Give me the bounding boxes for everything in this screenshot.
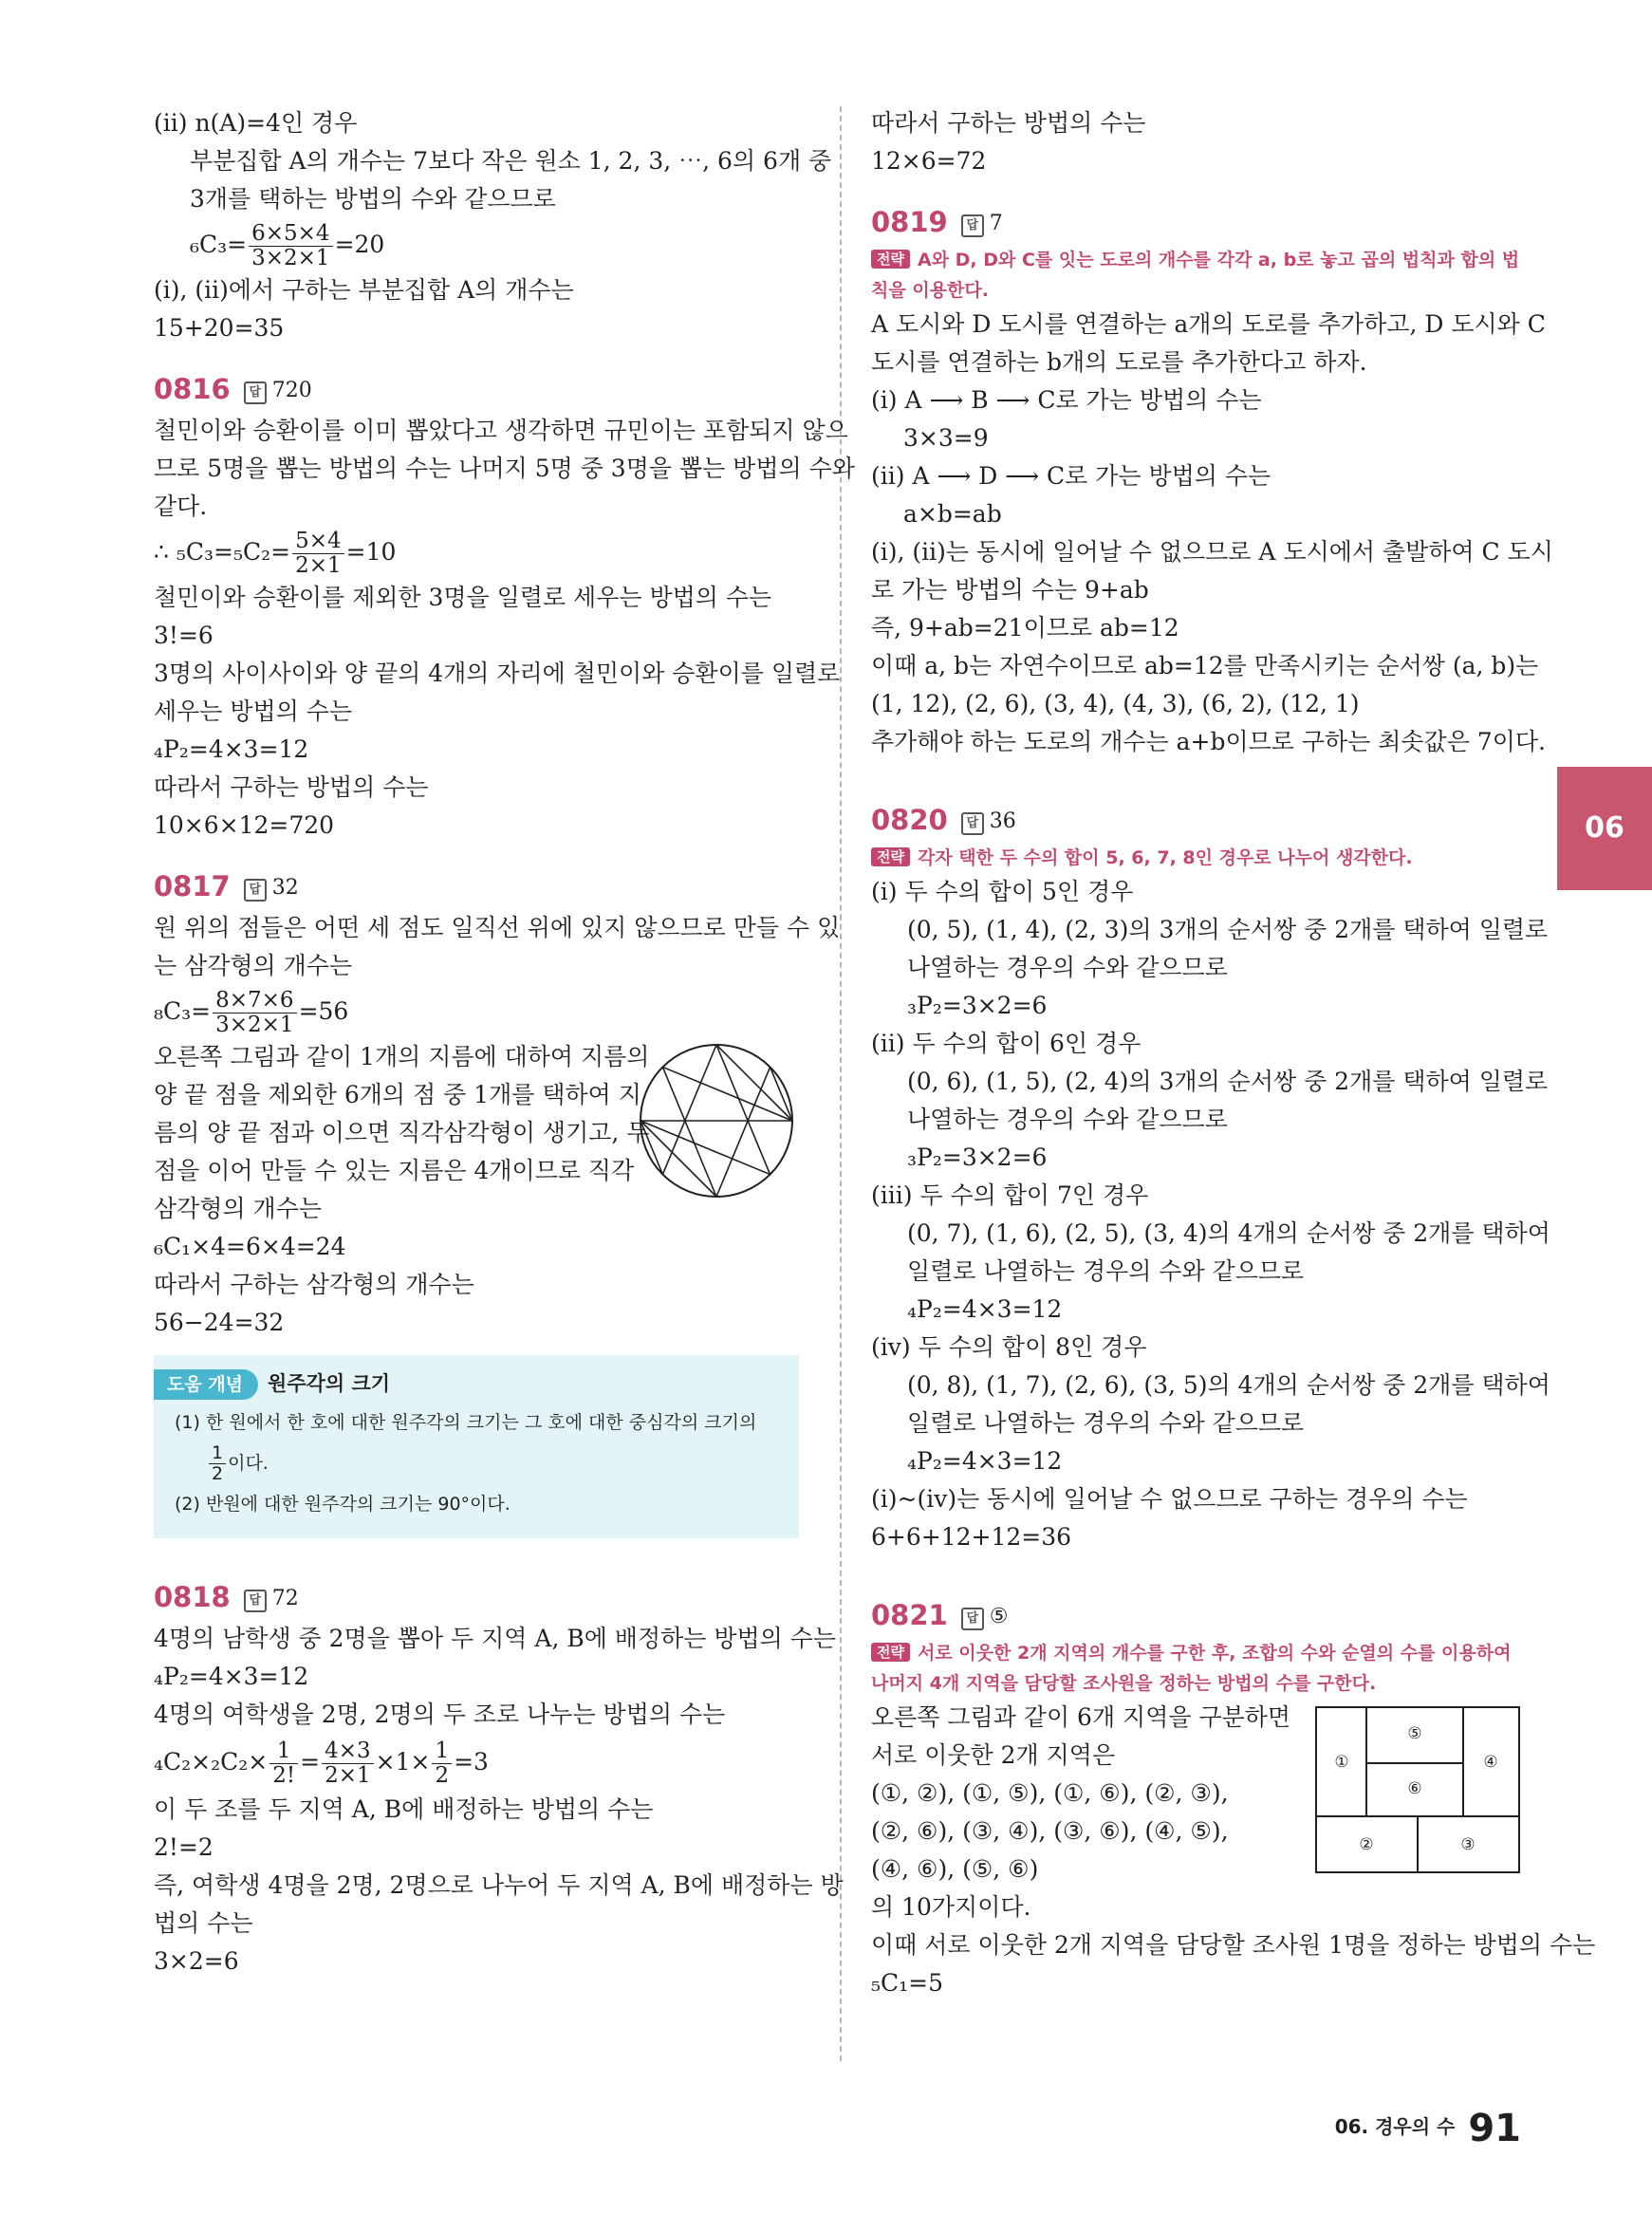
solution-line: 는 삼각형의 개수는 [154,952,353,979]
solution-line: A 도시와 D 도시를 연결하는 a개의 도로를 추가하고, D 도시와 C [871,310,1546,338]
solution-formula: ₄C₂×₂C₂× $\frac{1}{2!}$ = $\frac{4\times 3}{2\times 1}$ ×1× $\frac{1}{2}$ =3 [154,1739,489,1788]
solution-formula: ∴ ₅C₃=₅C₂= $\frac{5\times 4}{2\times 1}$ =10 [154,529,397,578]
region-label-5: ⑤ [1407,1724,1422,1743]
solution-line: 따라서 구하는 방법의 수는 [871,109,1146,137]
answer-value: 720 [271,379,312,402]
solution-line: 므로 5명을 뽑는 방법의 수는 나머지 5명 중 3명을 뽑는 방법의 수와 [154,455,855,482]
answer-badge: 답 [244,1590,267,1612]
solution-line: 로 가는 방법의 수는 9+ab [871,576,1149,604]
page-footer [1335,2107,1521,2150]
strategy-badge: 전략 [871,1643,910,1662]
solution-line: (ⅰ), (ⅱ)는 동시에 일어날 수 없으므로 A 도시에서 출발하여 C 도시 [871,538,1553,566]
solution-line: (④, ⑥), (⑤, ⑥) [871,1855,1039,1883]
solution-line: (ⅰ)~(ⅳ)는 동시에 일어날 수 없으므로 구하는 경우의 수는 [871,1485,1468,1513]
chord-line [640,1121,716,1197]
figure-block [871,1699,1521,1888]
solution-line: (0, 5), (1, 4), (2, 3)의 3개의 순서쌍 중 2개를 택하여 일렬로 [907,916,1549,943]
answer-badge: 답 [961,214,984,237]
chord-line [662,1045,716,1175]
answer-value: 7 [989,212,1003,235]
case-ii-formula: ₆C₃= $\frac{6\times 5\times 4}{3\times 2\times 1}$ =20 [190,221,385,270]
solution-line: 삼각형의 개수는 [154,1195,322,1222]
strategy-line: 전략 각자 택한 두 수의 합이 5, 6, 7, 8인 경우로 나누어 생각한다. [871,843,1521,873]
solution-line: 오른쪽 그림과 같이 6개 지역을 구분하면 [871,1703,1291,1731]
left-column [154,104,855,1981]
answer-badge: 답 [961,812,984,835]
solution-line: 나열하는 경우의 수와 같으므로 [907,1106,1228,1133]
solution-line: (②, ⑥), (③, ④), (③, ⑥), (④, ⑤), [871,1817,1229,1845]
fraction: $\frac{5\times 4}{2\times 1}$ [292,530,344,578]
solution-line: 이 두 조를 두 지역 A, B에 배정하는 방법의 수는 [154,1795,654,1823]
solution-line: 2!=2 [154,1833,213,1861]
solution-line: 즉, 여학생 4명을 2명, 2명으로 나누어 두 지역 A, B에 배정하는 방 [154,1871,844,1899]
solution-line: (ⅱ) 두 수의 합이 6인 경우 [871,1030,1142,1057]
problem-0817-header: 0817 답 32 [154,870,299,902]
problem-0819-header: 0819 답 7 [871,206,1003,238]
answer-value: 72 [271,1587,299,1610]
region-label-4: ④ [1483,1753,1498,1772]
solution-line: 3×3=9 [903,424,989,452]
figure-block [154,1038,799,1228]
solution-line: 세우는 방법의 수는 [154,697,353,725]
solution-line: 일렬로 나열하는 경우의 수와 같으므로 [907,1409,1305,1437]
solution-line: 4명의 여학생을 2명, 2명의 두 조로 나누는 방법의 수는 [154,1701,726,1728]
solution-line: 3!=6 [154,622,213,649]
concept-line: $\frac{1}{2}$ 이다. [154,1440,778,1487]
region-label-2: ② [1359,1835,1374,1854]
chord-line [716,1067,770,1197]
concept-line: (2) 반원에 대한 원주각의 크기는 90°이다. [175,1494,510,1515]
solution-line: 원 위의 점들은 어떤 세 점도 일직선 위에 있지 않으므로 만들 수 있 [154,914,841,941]
six-region-map-figure [1315,1706,1520,1873]
solution-line: (ⅲ) 두 수의 합이 7인 경우 [871,1181,1149,1209]
chapter-tab: 06 [1557,767,1652,890]
chapter-label: 06. 경우의 수 [1334,2115,1456,2138]
right-column [871,104,1596,2002]
problem-0818-header: 0818 답 72 [154,1581,299,1613]
solution-line: (1, 12), (2, 6), (3, 4), (4, 3), (6, 2), (12, 1) [871,690,1360,717]
solution-line: 즉, 9+ab=21이므로 ab=12 [871,614,1179,642]
solution-line: ₆C₁×4=6×4=24 [154,1233,346,1260]
solution-line: 오른쪽 그림과 같이 1개의 지름에 대하여 지름의 [154,1043,650,1070]
solution-line: (0, 7), (1, 6), (2, 5), (3, 4)의 4개의 순서쌍 중 2개를 택하여 [907,1219,1550,1247]
page-number: 91 [1468,2107,1521,2150]
solution-line: 이때 서로 이웃한 2개 지역을 담당할 조사원 1명을 정하는 방법의 수는 [871,1931,1596,1959]
solution-line: ₃P₂=3×2=6 [907,992,1048,1019]
strategy-line: 칙을 이용한다. [871,280,989,301]
answer-badge: 답 [244,381,267,404]
solution-line: (ⅱ) A ⟶ D ⟶ C로 가는 방법의 수는 [871,462,1271,490]
case-ii-heading: (ⅱ) n(A)=4인 경우 [154,109,358,137]
solution-line: 양 끝 점을 제외한 6개의 점 중 1개를 택하여 지 [154,1081,641,1108]
problem-0820-header: 0820 답 36 [871,804,1016,836]
fraction: $\frac{1}{2!}$ [269,1739,298,1788]
strategy-line: 전략 A와 D, D와 C를 잇는 도로의 개수를 각각 a, b로 놓고 곱의 법칙과 합의 법 [871,245,1521,275]
solution-line: 철민이와 승환이를 이미 뽑았다고 생각하면 규민이는 포함되지 않으 [154,417,848,444]
solution-line: 법의 수는 [154,1909,253,1937]
case-ii-line: 3개를 택하는 방법의 수와 같으므로 [190,185,556,213]
solution-line: (0, 8), (1, 7), (2, 6), (3, 5)의 4개의 순서쌍 중 2개를 택하여 [907,1371,1550,1399]
answer-badge: 답 [961,1608,984,1630]
strategy-line: 전략 서로 이웃한 2개 지역의 개수를 구한 후, 조합의 수와 순열의 수를 이용하여 [871,1638,1521,1668]
solution-line: 56−24=32 [154,1309,285,1336]
solution-formula: ₈C₃= $\frac{8\times 7\times 6}{3\times 2\times 1}$ =56 [154,988,349,1037]
answer-value: 36 [989,809,1016,833]
chord-line [716,1045,792,1121]
solution-line: 12×6=72 [871,147,987,175]
answer-value: 32 [271,876,299,900]
solution-line: 3명의 사이사이와 양 끝의 4개의 자리에 철민이와 승환이를 일렬로 [154,660,841,687]
region-label-6: ⑥ [1407,1779,1422,1798]
solution-line: ₅C₁=5 [871,1969,944,1997]
concept-line: (1) 한 원에서 한 호에 대한 원주각의 크기는 그 호에 대한 중심각의 크기의 [175,1412,757,1433]
solution-line: a×b=ab [903,500,1002,528]
solution-line: (0, 6), (1, 5), (2, 4)의 3개의 순서쌍 중 2개를 택하여 일렬로 [907,1068,1549,1095]
problem-0821-header: 0821 답 ⑤ [871,1599,1009,1631]
solution-line: 따라서 구하는 삼각형의 개수는 [154,1271,474,1298]
solution-line: (ⅰ) A ⟶ B ⟶ C로 가는 방법의 수는 [871,386,1262,414]
solution-line: 추가해야 하는 도로의 개수는 a+b이므로 구하는 최솟값은 7이다. [871,728,1546,755]
inscribed-triangles-figure [636,1040,797,1201]
fraction: $\frac{1}{2}$ [209,1443,226,1484]
solution-line: 의 10가지이다. [871,1893,1031,1921]
solution-line: (ⅳ) 두 수의 합이 8인 경우 [871,1333,1147,1361]
solution-line: 점을 이어 만들 수 있는 지름은 4개이므로 직각 [154,1157,635,1184]
solution-line: 일렬로 나열하는 경우의 수와 같으므로 [907,1257,1305,1285]
solution-line: ₃P₂=3×2=6 [907,1144,1048,1171]
case-ii-line: 부분집합 A의 개수는 7보다 작은 원소 1, 2, 3, ⋯, 6의 6개 중 [190,147,832,175]
answer-value: ⑤ [989,1605,1009,1628]
solution-line: ₄P₂=4×3=12 [154,1663,309,1690]
solution-line: 철민이와 승환이를 제외한 3명을 일렬로 세우는 방법의 수는 [154,584,772,611]
solution-line: 같다. [154,493,208,520]
fraction: $\frac{1}{2}$ [432,1739,452,1788]
solution-line: 4명의 남학생 중 2명을 뽑아 두 지역 A, B에 배정하는 방법의 수는 [154,1625,837,1652]
column-divider [840,106,842,2061]
fraction: $\frac{8\times 7\times 6}{3\times 2\times 1}$ [213,989,296,1037]
strategy-badge: 전략 [871,250,910,269]
solution-line: 3×2=6 [154,1947,239,1975]
solution-line: ₄P₂=4×3=12 [907,1447,1063,1475]
solution-line: 도시를 연결하는 b개의 도로를 추가한다고 하자. [871,348,1367,376]
conclusion-result: 15+20=35 [154,314,285,342]
solution-line: 10×6×12=720 [154,811,335,839]
strategy-badge: 전략 [871,847,910,866]
solution-line: 나열하는 경우의 수와 같으므로 [907,954,1228,981]
solution-line: 서로 이웃한 2개 지역은 [871,1741,1116,1769]
solution-line: 6+6+12+12=36 [871,1523,1072,1551]
fraction: $\frac{4\times 3}{2\times 1}$ [322,1739,374,1788]
helpful-concept-box [154,1355,799,1538]
solution-line: (ⅰ) 두 수의 합이 5인 경우 [871,878,1134,905]
solution-line: 이때 a, b는 자연수이므로 ab=12를 만족시키는 순서쌍 (a, b)는 [871,652,1539,679]
solution-line: ₄P₂=4×3=12 [907,1295,1063,1323]
conclusion-line: (ⅰ), (ⅱ)에서 구하는 부분집합 A의 개수는 [154,276,574,304]
concept-title: 원주각의 크기 [268,1372,391,1395]
solution-line: 름의 양 끝 점과 이으면 직각삼각형이 생기고, 두 [154,1119,650,1146]
answer-badge: 답 [244,879,267,902]
region-label-1: ① [1334,1753,1349,1772]
solution-line: (①, ②), (①, ⑤), (①, ⑥), (②, ③), [871,1779,1229,1807]
strategy-line: 나머지 4개 지역을 담당할 조사원을 정하는 방법의 수를 구한다. [871,1673,1377,1694]
problem-0816-header: 0816 답 720 [154,373,312,405]
solution-line: 따라서 구하는 방법의 수는 [154,773,429,801]
fraction: $\frac{6\times 5\times 4}{3\times 2\times 1}$ [249,222,332,270]
region-label-3: ③ [1460,1835,1476,1854]
solution-line: ₄P₂=4×3=12 [154,735,309,763]
concept-badge: 도움 개념 [154,1369,258,1400]
